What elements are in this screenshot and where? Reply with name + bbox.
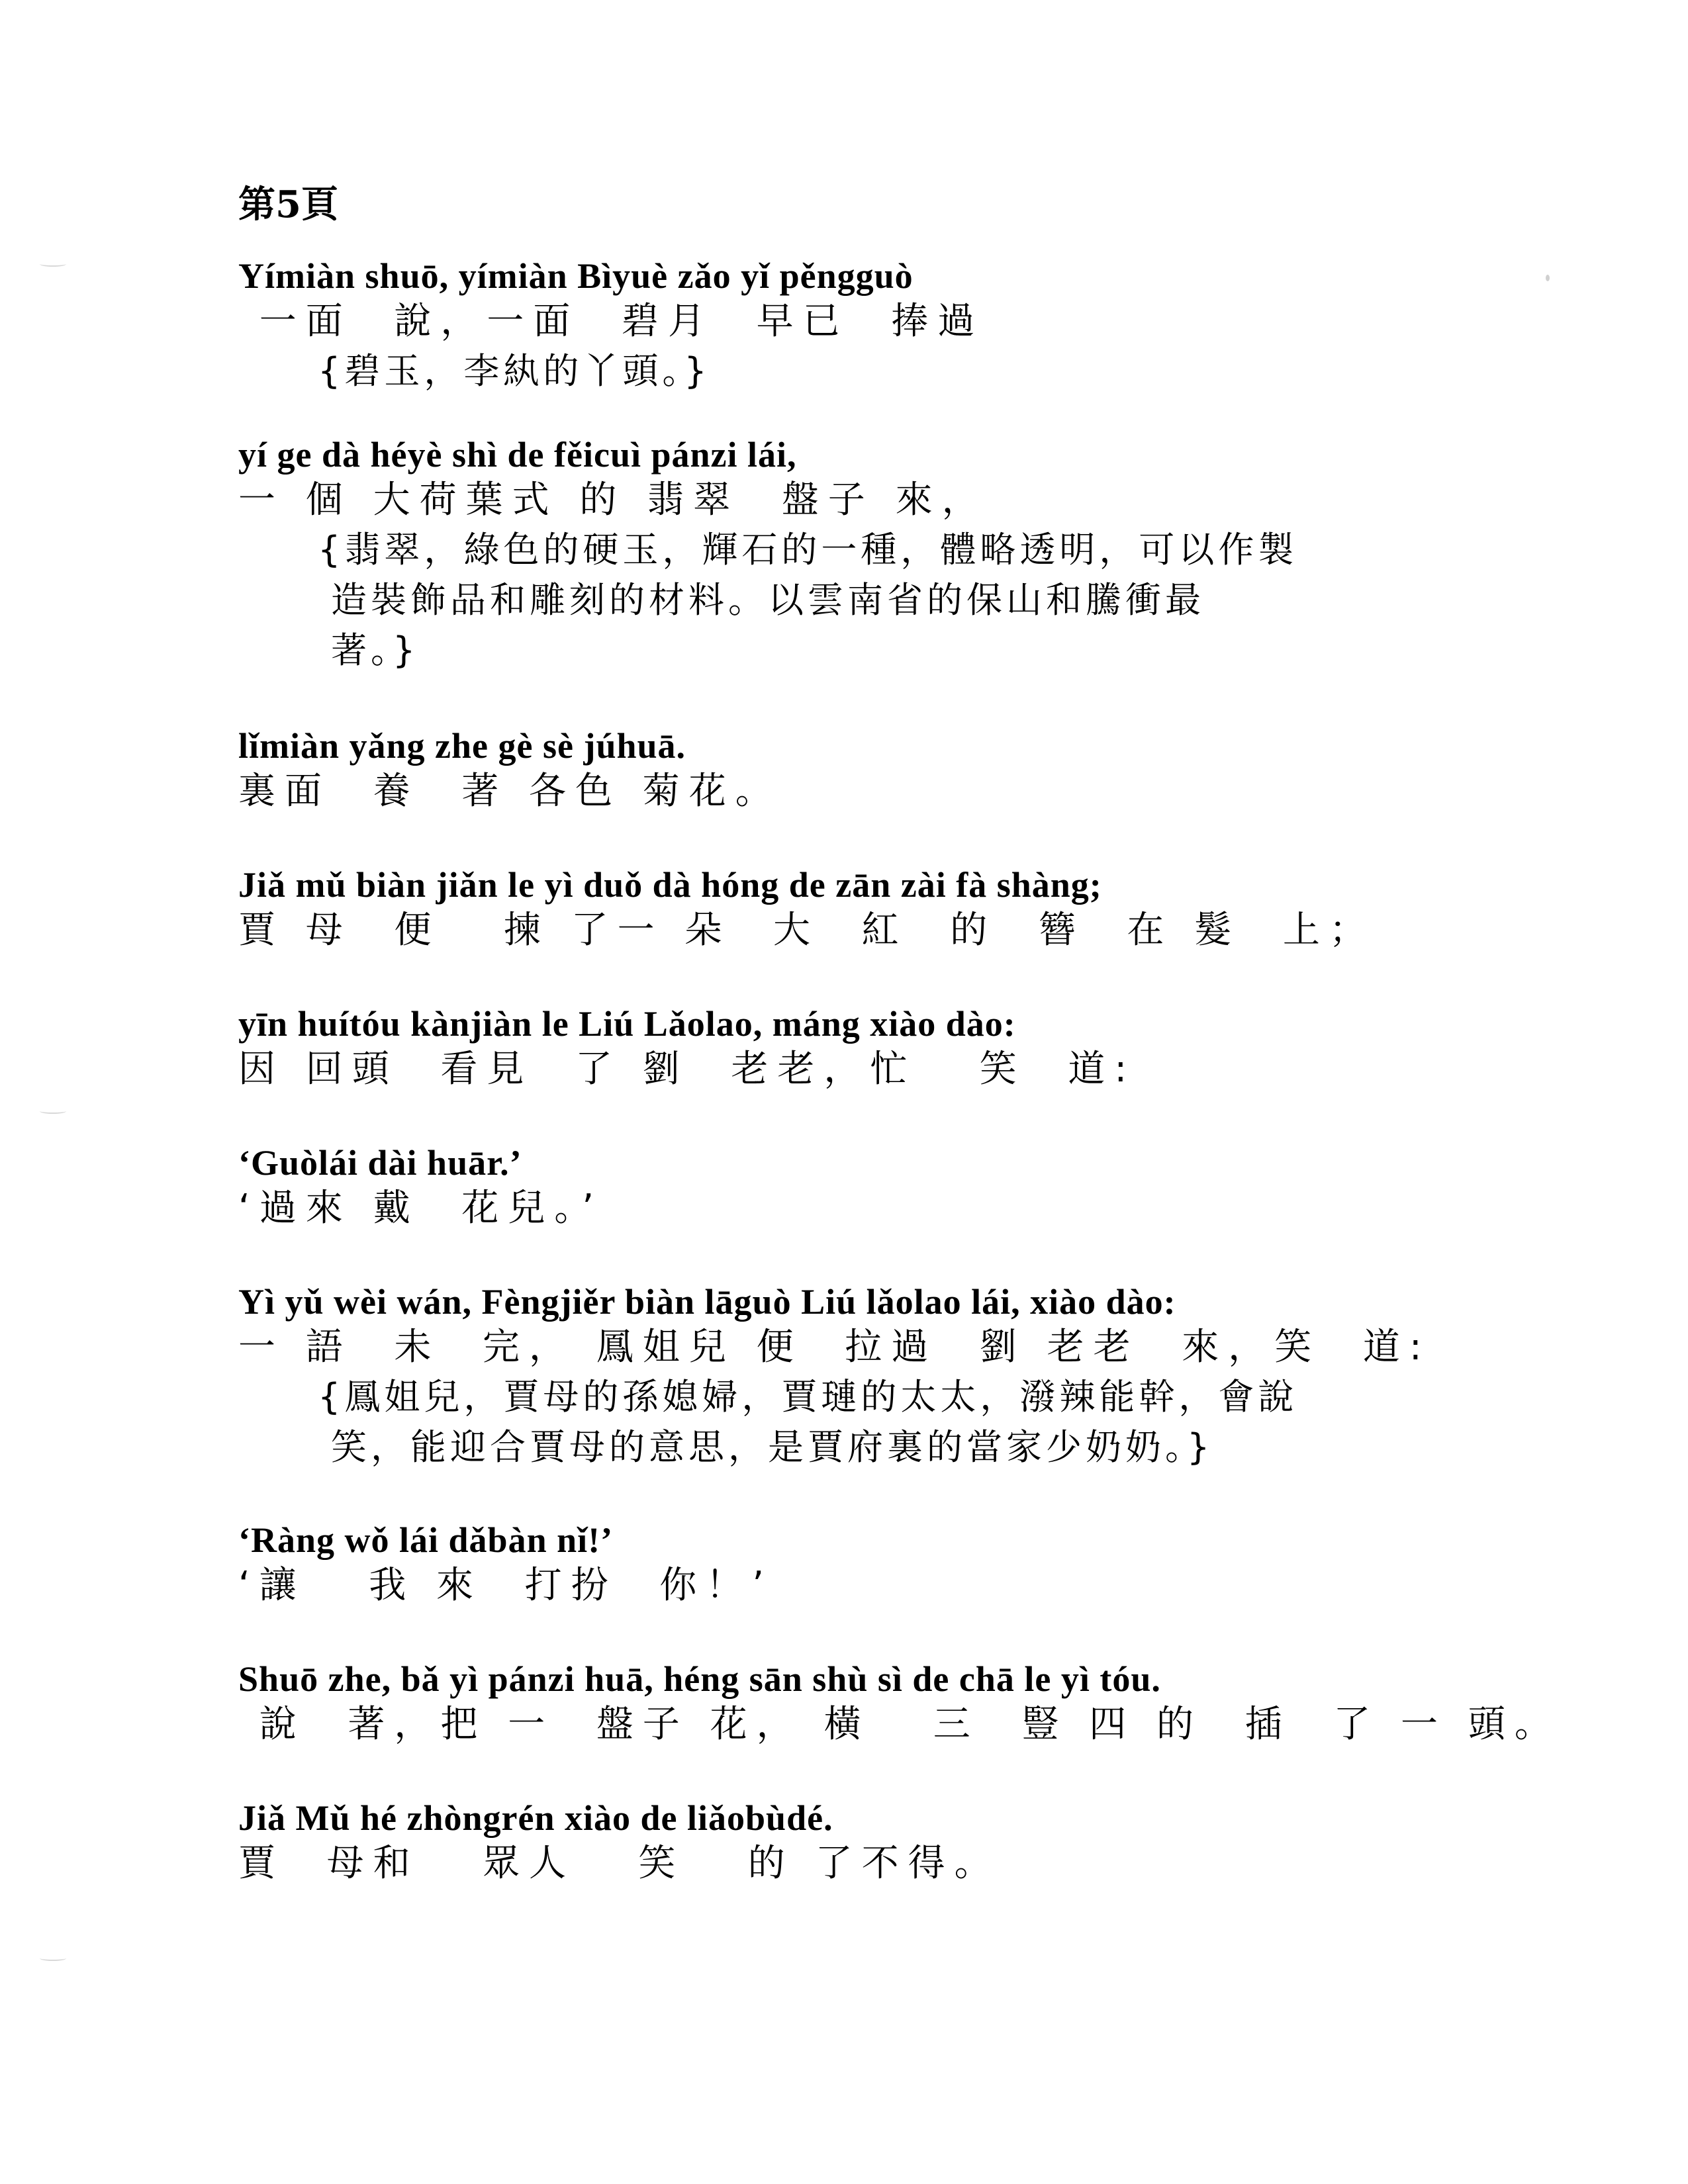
stanza [238, 255, 1483, 396]
hanzi-line: 一 個 大荷葉式 的 翡翠 盤子 來， [238, 478, 988, 522]
stanza [238, 1281, 1483, 1473]
stanza [238, 1658, 1561, 1749]
pinyin-line: Yì yǔ wèi wán, Fèngjiěr biàn lāguò Liú lǎolao lái, xiào dào: [238, 1282, 1176, 1322]
stanza [238, 1003, 1483, 1094]
margin-hole-mark [40, 1109, 66, 1114]
pinyin-line: Jiǎ Mǔ hé zhòngrén xiào de liǎobùdé. [238, 1798, 833, 1838]
hanzi-line: ‘讓 我 來 打扮 你！’ [238, 1564, 774, 1607]
stanza [238, 433, 1483, 676]
pinyin-line: lǐmiàn yǎng zhe gè sè júhuā. [238, 726, 686, 766]
hanzi-line: ‘過來 戴 花兒。’ [238, 1187, 604, 1230]
pinyin-line: yīn huítóu kànjiàn le Liú Lǎolao, máng xiào dào: [238, 1004, 1016, 1044]
margin-hole-mark [40, 1956, 66, 1961]
annotation-note: {鳳姐兒，賈母的孫媳婦，賈璉的太太，潑辣能幹，會說 [318, 1376, 1298, 1418]
stanza [238, 1142, 1483, 1233]
pinyin-line: ‘Guòlái dài huār.’ [238, 1143, 522, 1183]
stanza [238, 864, 1483, 955]
hanzi-line: 賈 母 便 揀 了一 朵 大 紅 的 簪 在 髮 上； [238, 909, 1376, 952]
pinyin-line: yí ge dà héyè shì de fěicuì pánzi lái, [238, 435, 797, 475]
annotation-note: 笑，能迎合賈母的意思，是賈府裏的當家少奶奶。} [331, 1426, 1214, 1468]
hanzi-line: 說 著，把 一 盤子 花， 橫 三 豎 四 的 插 了 一 頭。 [238, 1703, 1561, 1746]
stanza [238, 1797, 1483, 1888]
pinyin-line: ‘Ràng wǒ lái dǎbàn nǐ!’ [238, 1520, 614, 1560]
hanzi-line: 一 語 未 完， 鳳姐兒 便 拉過 劉 老老 來，笑 道: [238, 1326, 1431, 1369]
pinyin-line: Yímiàn shuō, yímiàn Bìyuè zǎo yǐ pěngguò [238, 256, 914, 296]
hanzi-line: 賈 母和 眾人 笑 的 了不得。 [238, 1842, 1001, 1885]
annotation-note: 著。} [331, 629, 420, 671]
margin-hole-mark [40, 261, 66, 267]
annotation-note: {碧玉，李紈的丫頭。} [318, 350, 711, 392]
annotation-note: {翡翠，綠色的硬玉，輝石的一種，體略透明，可以作製 [318, 529, 1298, 570]
hanzi-line: 一面 說，一面 碧月 早已 捧過 [238, 300, 984, 343]
pinyin-line: Jiǎ mǔ biàn jiǎn le yì duǒ dà hóng de zān zài fà shàng; [238, 865, 1102, 905]
annotation-note: 造裝飾品和雕刻的材料。以雲南省的保山和騰衝最 [331, 579, 1205, 621]
page-number: 第5頁 [238, 183, 338, 226]
pinyin-line: Shuō zhe, bǎ yì pánzi huā, héng sān shù sì de chā le yì tóu. [238, 1659, 1161, 1699]
hanzi-line: 因 回頭 看見 了 劉 老老，忙 笑 道: [238, 1048, 1137, 1091]
hanzi-line: 裏面 養 著 各色 菊花。 [238, 770, 782, 813]
stanza [238, 725, 1483, 816]
margin-speck [1546, 275, 1550, 281]
stanza [238, 1519, 1483, 1610]
